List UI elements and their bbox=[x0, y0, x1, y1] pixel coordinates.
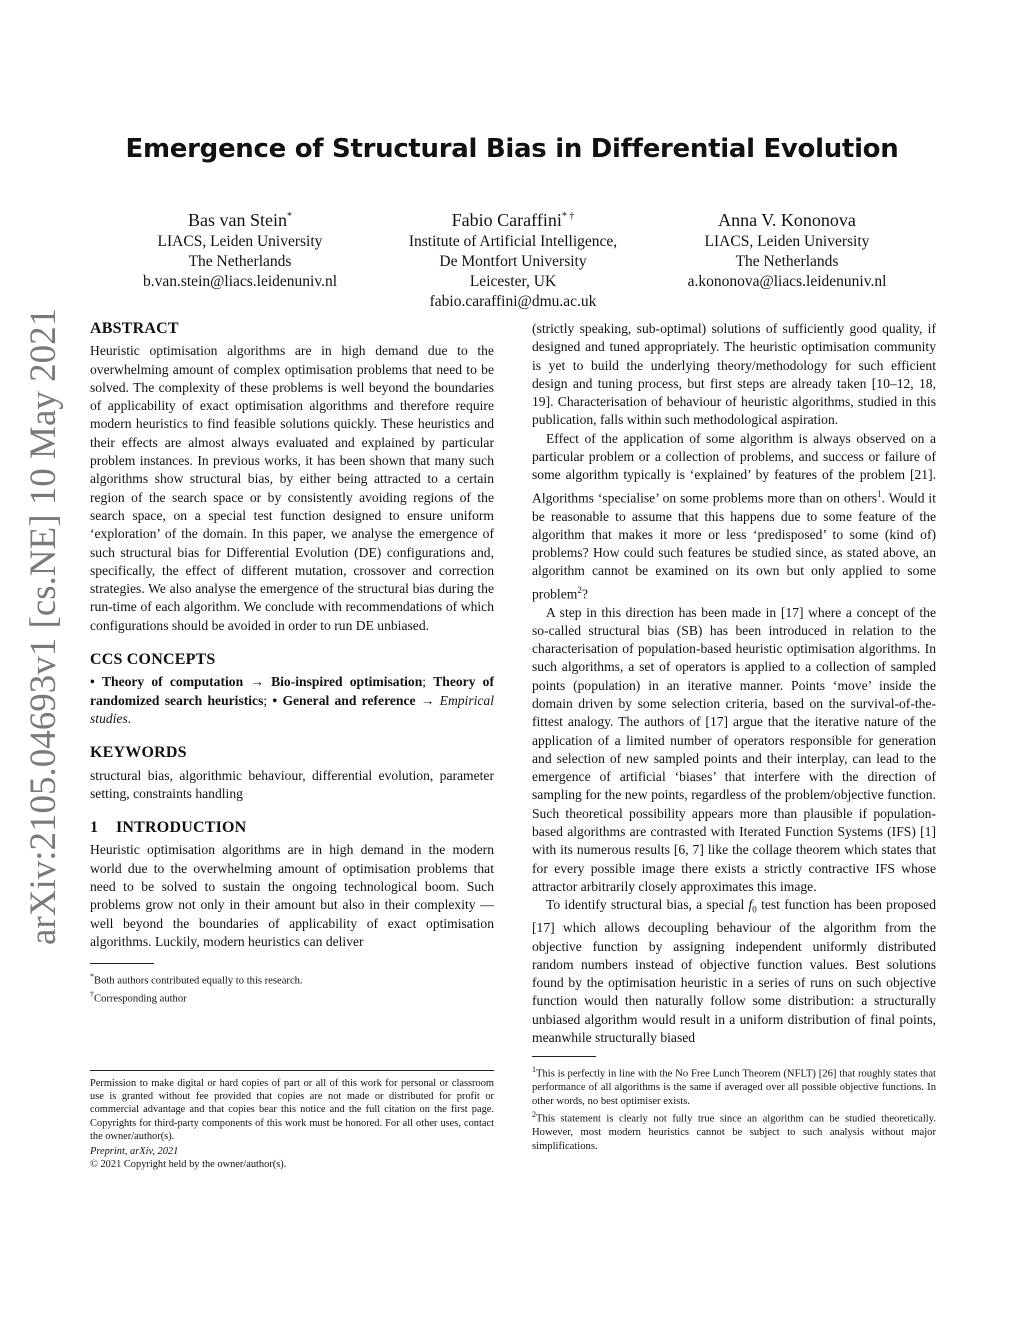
text-run: ? bbox=[581, 586, 588, 602]
author-affiliation: LIACS, Leiden University bbox=[157, 233, 323, 250]
arxiv-identifier: arXiv:2105.04693v1 [cs.NE] 10 May 2021 bbox=[23, 307, 64, 945]
footnote-text: This statement is clearly not fully true since an algorithm can be studied theoretically. However, most modern heuristics cannot be subject to such analysis without major simplifications. bbox=[532, 1113, 936, 1152]
ccs-concept: Theory of randomized search heuristics bbox=[90, 674, 494, 708]
ccs-bullet: • bbox=[90, 674, 95, 690]
section-title: INTRODUCTION bbox=[116, 819, 247, 837]
footnote-theory bbox=[532, 1108, 936, 1153]
ccs-arrow: → bbox=[250, 674, 264, 690]
author-city: Leicester, UK bbox=[469, 273, 557, 290]
footnote-ref: 1 bbox=[877, 488, 882, 499]
footnote-rule bbox=[532, 1056, 596, 1057]
footnote-ref: 2 bbox=[577, 584, 582, 595]
footnote-text: This is perfectly in line with the No Free Lunch Theorem (NFLT) [26] that roughly states that performance of all algorithms is the same if averaged over all possible objective functions. In other words, no best optimiser exists. bbox=[532, 1068, 936, 1107]
footnote-mark: 2 bbox=[532, 1110, 536, 1120]
author-country: The Netherlands bbox=[188, 253, 292, 270]
text-run: To identify structural bias, a special bbox=[546, 897, 749, 913]
keywords-text: structural bias, algorithmic behaviour, differential evolution, parameter setting, constraints handling bbox=[90, 767, 494, 801]
footnote-corresponding bbox=[90, 988, 494, 1006]
footnote-nflt bbox=[532, 1063, 936, 1108]
abstract-heading: ABSTRACT bbox=[90, 320, 179, 337]
text-run: Effect of the application of some algorithm is always observed on a particular problem or a collection of problems, and success or failure of some algorithm typically is ‘explained’ by features of the problem [21]. Algorithms ‘specialise’ on some problems more than on others bbox=[532, 430, 936, 506]
keywords-heading: KEYWORDS bbox=[90, 744, 187, 762]
text-run: test function has been proposed [17] which allows decoupling behaviour of the algorithm from the objective function by assigning independent uniformly distributed random numbers instead of objective function values. Best solutions found by the optimisation heuristic in a series of runs on such objective function would then naturally follow some distribution: a structurally unbiased algorithm would result in a uniform distribution of final points, meanwhile structurally biased bbox=[532, 897, 936, 1046]
footnote-mark: 1 bbox=[532, 1065, 536, 1075]
intro-paragraph: Heuristic optimisation algorithms are in high demand in the modern world due to the overwhelming amount of optimisation problems that need to be solved to sustain the ongoing technological boom. Such problems grow not only in their amount but also in their complexity — well beyond the boundaries of applicability of exact optimisation algorithms. Luckily, modern heuristics can deliver bbox=[90, 842, 494, 949]
author-block-3 bbox=[656, 205, 918, 292]
ccs-arrow: → bbox=[420, 692, 435, 708]
author-block-1 bbox=[110, 205, 370, 292]
author-email: a.kononova@liacs.leidenuniv.nl bbox=[687, 273, 887, 290]
right-column bbox=[532, 320, 936, 1153]
author-name: Anna V. Kononova bbox=[718, 210, 856, 230]
paragraph: (strictly speaking, sub-optimal) solutions of sufficiently good quality, if designed and tuned appropriately. The heuristic optimisation community is yet to build the underlying theory/methodology for such efficient design and tuning process, but first steps are already taken [10–12, 18, 19]. Characterisation of behaviour of heuristic algorithms, studied in this publication, falls within such methodological aspiration. bbox=[532, 321, 936, 428]
footnote-mark: † bbox=[90, 990, 94, 1000]
author-name: Fabio Caraffini bbox=[451, 210, 562, 230]
paragraph bbox=[532, 896, 936, 1047]
footnote-text: Corresponding author bbox=[94, 993, 187, 1005]
author-affiliation: Institute of Artificial Intelligence, bbox=[408, 233, 618, 250]
ccs-concept: General and reference bbox=[282, 692, 416, 708]
ccs-concept: Bio-inspired optimisation bbox=[271, 674, 423, 690]
author-mark: * † bbox=[561, 211, 575, 222]
ccs-bullet: • bbox=[272, 692, 278, 708]
paragraph bbox=[532, 430, 936, 604]
author-institution: De Montfort University bbox=[439, 253, 587, 270]
copyright: © 2021 Copyright held by the owner/author(s). bbox=[90, 1159, 287, 1171]
author-email: b.van.stein@liacs.leidenuniv.nl bbox=[142, 273, 338, 290]
paragraph: A step in this direction has been made in [17] where a concept of the so-called structural bias (SB) has been introduced in relation to the characterisation of population-based heuristic optimisation algorithms. In such algorithms, a set of operators is applied to a collection of sampled points (population) in an iterative manner. Points ‘move’ inside the domain driven by some selection criteria, based on the survival-of-the-fittest analogy. The authors of [17] argue that the iterative nature of the application of a limited number of operators responsible for generation and selection of new sampled points and their interplay, can lead to the emergence of artificial ‘biases’ that interfere with the direction of sampling for the new points, regardless of the problem/objective function. Such theoretical possibility appears more than plausible if population-based algorithms are contrasted with Iterated Function Systems (IFS) [1] with its numerous results [6, 7] like the collage theorem which states that for every possible image there exists a strictly contractive IFS whose attractor arbitrarily closely approximates this image. bbox=[532, 604, 936, 894]
footnote-equal-contribution bbox=[90, 970, 494, 988]
ccs-concept: Empirical studies bbox=[90, 692, 495, 726]
footnote-text: Both authors contributed equally to this research. bbox=[94, 975, 303, 987]
footnote-rule bbox=[90, 963, 154, 964]
ccs-heading: CCS CONCEPTS bbox=[90, 651, 216, 669]
ccs-concept: Theory of computation bbox=[101, 674, 244, 690]
text-run: . Would it be reasonable to assume that this happens due to some feature of the algorithm that makes it more or less ‘predisposed’ to some (kind of) problems? How could such features be studied since, as stated above, an algorithm cannot be examined on its own but only applied to some problem bbox=[532, 490, 936, 602]
ccs-separator: ; bbox=[422, 674, 427, 690]
author-mark: * bbox=[287, 211, 292, 222]
left-column bbox=[90, 320, 494, 1006]
permission-text: Permission to make digital or hard copies of part or all of this work for personal or classroom use is granted without fee provided that copies are not made or distributed for profit or commercial advantage and that copies bear this notice and the full citation on the first page. Copyrights for third-party components of this work must be honored. For all other uses, contact the owner/author(s). bbox=[90, 1078, 494, 1142]
venue: Preprint, arXiv, 2021 bbox=[90, 1146, 179, 1158]
author-name: Bas van Stein bbox=[188, 210, 287, 230]
author-email: fabio.caraffini@dmu.ac.uk bbox=[429, 293, 597, 310]
math-symbol: f bbox=[748, 897, 753, 913]
abstract-text: Heuristic optimisation algorithms are in high demand due to the overwhelming amount of complex optimisation problems that need to be solved. The complexity of these problems is well beyond the boundaries of applicability of exact optimisation algorithms and therefore require modern heuristics to find feasible solutions quickly. These heuristics and their effects are almost always evaluated and explained by particular problem instances. In previous works, it has been shown that many such algorithms show structural bias, by either being attracted to a certain region of the search space or by consistently avoiding regions of the search space, on a special test function designed to ensure uniform ‘exploration’ of the domain. In this paper, we analyse the emergence of such structural bias for Differential Evolution (DE) configurations and, specifically, the effect of different mutation, crossover and correction strategies. We also analyse the emergence of the structural bias during the run-time of each algorithm. We conclude with recommendations of which configurations should be avoided in order to run DE unbiased. bbox=[90, 343, 494, 633]
footnote-mark: * bbox=[90, 972, 94, 982]
section-number: 1 bbox=[90, 819, 99, 837]
intro-heading bbox=[90, 819, 494, 837]
math-subscript: 0 bbox=[752, 904, 757, 915]
paper-title: Emergence of Structural Bias in Differential Evolution bbox=[125, 134, 899, 164]
author-country: The Netherlands bbox=[735, 253, 839, 270]
ccs-end: . bbox=[127, 710, 132, 726]
ccs-separator: ; bbox=[263, 692, 268, 708]
ccs-concepts bbox=[90, 673, 494, 728]
permission-block bbox=[90, 1070, 494, 1171]
author-affiliation: LIACS, Leiden University bbox=[704, 233, 870, 250]
author-block-2 bbox=[382, 205, 644, 312]
